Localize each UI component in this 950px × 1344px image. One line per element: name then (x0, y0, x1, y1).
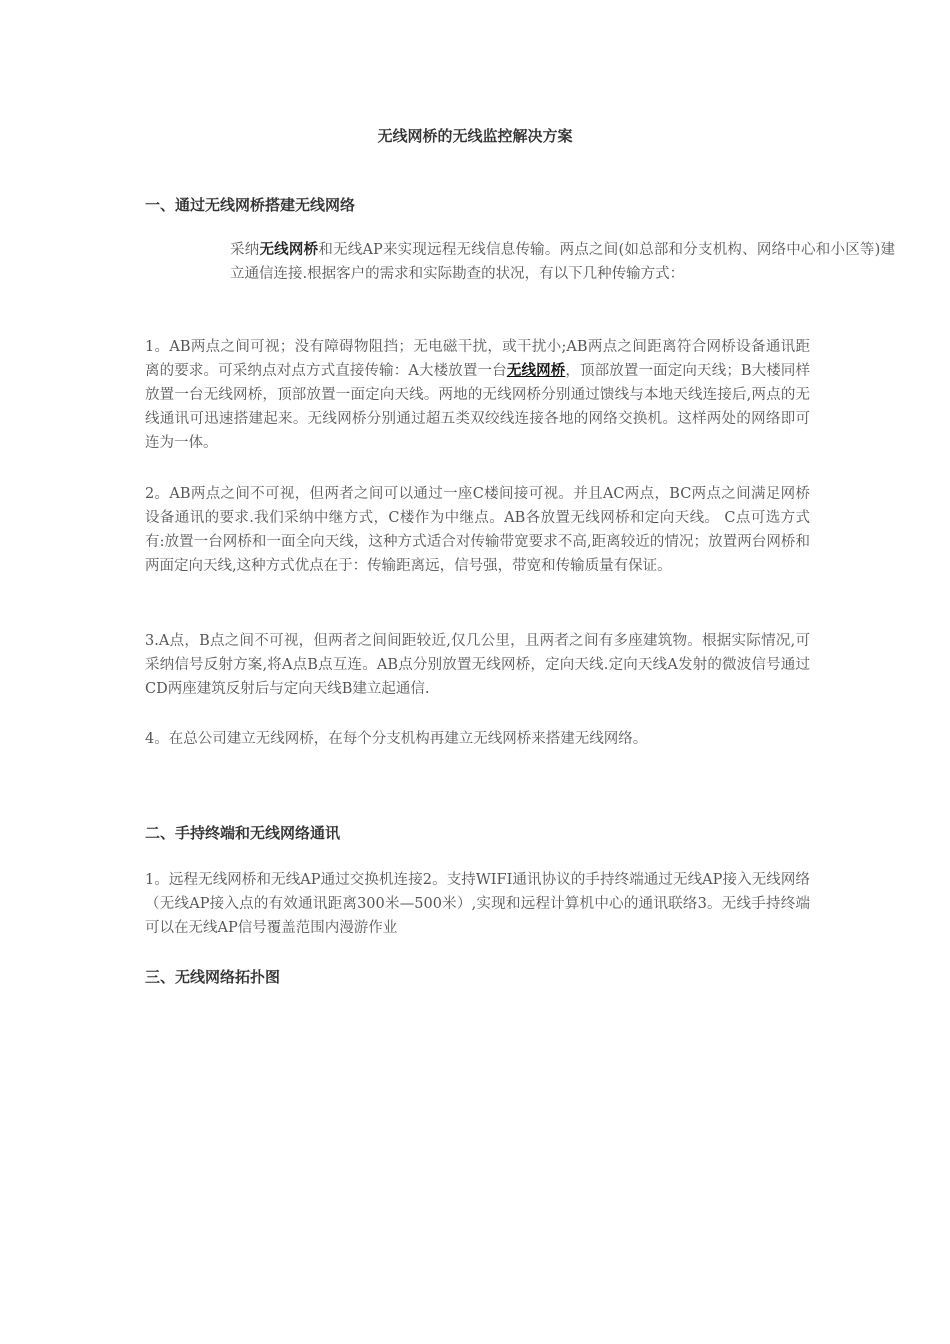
section-1-item-2: 2。AB两点之间不可视，但两者之间可以通过一座C楼间接可视。并且AC两点，BC两点之间满足网桥设备通讯的要求.我们采纳中继方式，C楼作为中继点。AB各放置无线网桥和定向天线。 C点可选方式有:放置一台网桥和一面全向天线，这种方式适合对传输带宽要求不高,距离较近的情况；放置两台网桥和两面定向天线,这种方式优点在于：传输距离远，信号强，带宽和传输质量有保证。 (145, 486, 810, 574)
section-1-heading: 一、通过无线网桥搭建无线网络 (145, 196, 356, 214)
document-title: 无线网桥的无线监控解决方案 (377, 127, 573, 145)
item-1-text-post: ，顶部放置一面定向天线；B大楼同样放置一台无线网桥，顶部放置一面定向天线。两地的无线网桥分别通过馈线与本地天线连接后,两点的无线通讯可迅速搭建起来。无线网桥分别通过超五类双绞线连接各地的网络交换机。这样两处的网络即可连为一体。 (145, 363, 811, 451)
intro-text-pre: 采纳 (230, 242, 260, 258)
section-1-item-3: 3.A点，B点之间不可视，但两者之间间距较近,仅几公里，且两者之间有多座建筑物。根据实际情况,可采纳信号反射方案,将A点B点互连。AB点分别放置无线网桥，定向天线.定向天线A发射的微波信号通过CD两座建筑反射后与定向天线B建立起通信. (145, 633, 810, 697)
section-3-heading: 三、无线网络拓扑图 (145, 968, 281, 986)
section-2-body: 1。远程无线网桥和无线AP通过交换机连接2。支持WIFI通讯协议的手持终端通过无线AP接入无线网络（无线AP接入点的有效通讯距离300米—500米）,实现和远程计算机中心的通讯联络3。无线手持终端可以在无线AP信号覆盖范围内漫游作业 (145, 872, 810, 936)
section-1-intro-paragraph (145, 238, 895, 286)
section-1-item-4: 4。在总公司建立无线网桥，在每个分支机构再建立无线网桥来搭建无线网络。 (145, 731, 648, 747)
item-1-text-pre: 1。AB两点之间可视；没有障碍物阻挡；无电磁干扰，或干扰小;AB两点之间距离符合网桥设备通讯距离的要求。可采纳点对点方式直接传输：A大楼放置一台 (145, 339, 810, 379)
section-2-heading: 二、手持终端和无线网络通讯 (145, 824, 341, 842)
intro-bold-term: 无线网桥 (259, 242, 319, 258)
wireless-bridge-link[interactable]: 无线网桥 (506, 363, 566, 379)
section-1-item-1 (145, 335, 810, 455)
intro-text-post: 和无线AP来实现远程无线信息传输。两点之间(如总部和分支机构、网络中心和小区等)建立通信连接.根据客户的需求和实际勘查的状况，有以下几种传输方式： (230, 242, 896, 282)
